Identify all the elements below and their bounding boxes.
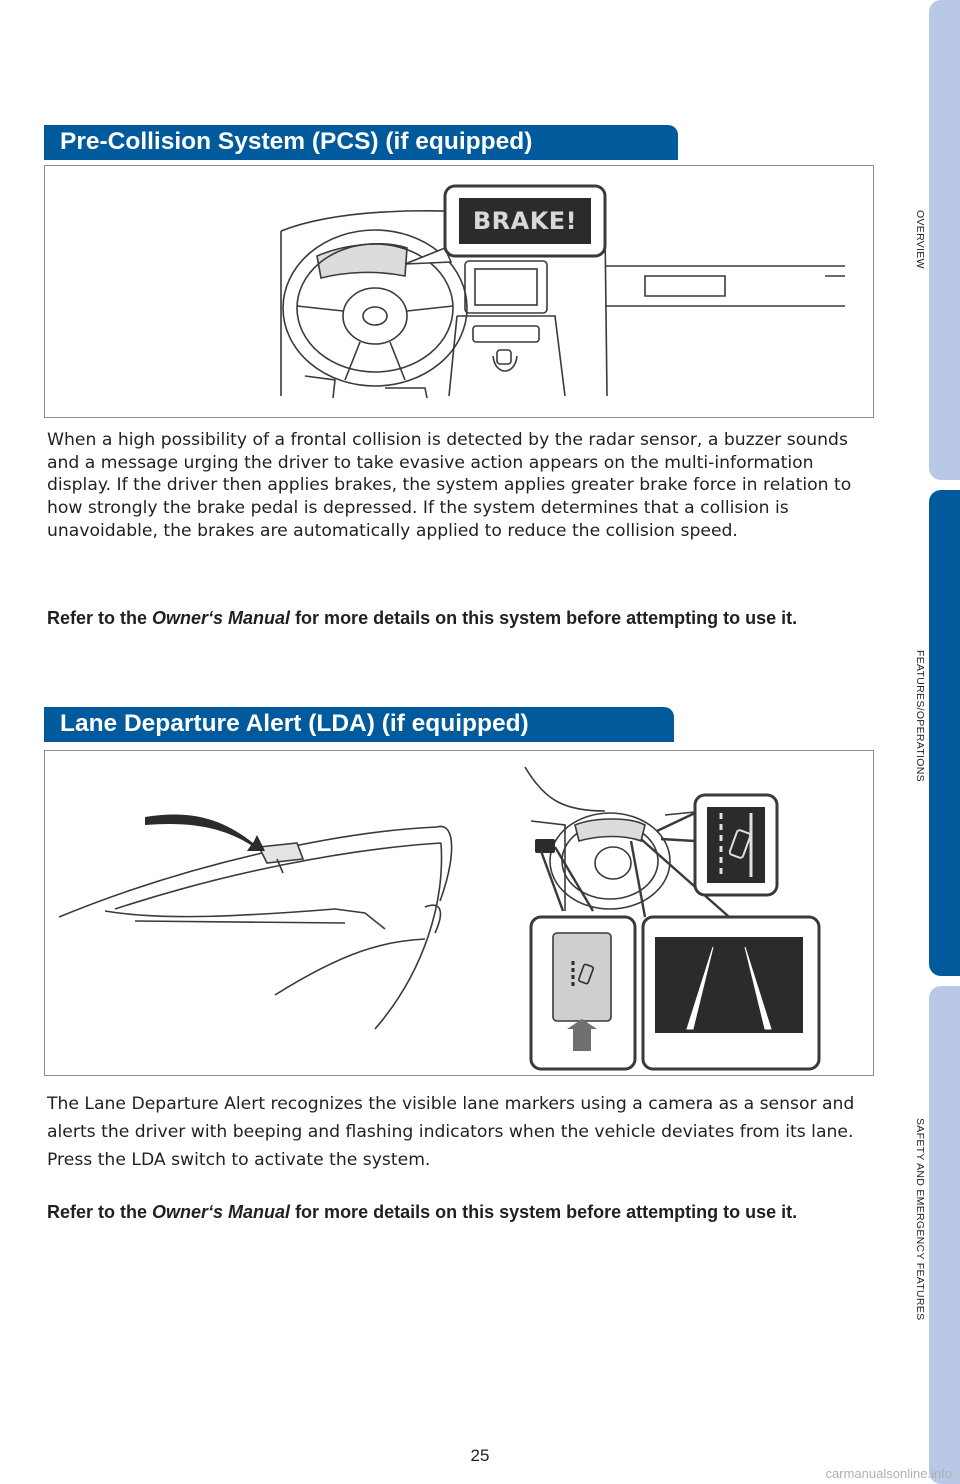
page-number: 25 [470, 1446, 490, 1465]
lda-refer-prefix: Refer to the [47, 1202, 153, 1222]
pcs-description: When a high possibility of a frontal collision is detected by the radar sensor, a buzzer sounds and a message urging the driver to take evasive action appears on the multi-information display. If the driver then applies brakes, the system applies greater brake force in relation to how strongly the brake pedal is depressed. If the system determines that a collision is unavoidable, the brakes are automatically applied to reduce the collision speed. [47, 430, 852, 541]
pcs-refer-prefix: Refer to the [47, 608, 153, 628]
pcs-refer-note [47, 608, 877, 629]
lda-illustration [44, 750, 874, 1076]
tab-safety-emergency-label: SAFETY AND EMERGENCY FEATURES [914, 1118, 926, 1321]
lda-section-header [44, 707, 674, 742]
lda-refer-suffix: for more details on this system before attempting to use it. [290, 1202, 798, 1222]
pcs-section-header [44, 125, 678, 160]
pcs-section-title: Pre-Collision System (PCS) (if equipped) [60, 128, 533, 155]
lda-refer-note [47, 1203, 877, 1222]
watermark: carmanualsonline.info [825, 1466, 952, 1481]
tab-overview-label: OVERVIEW [914, 210, 926, 269]
pcs-dashboard-illustration [44, 165, 874, 418]
tab-safety-emergency[interactable] [929, 986, 960, 1484]
pcs-refer-suffix: for more details on this system before attempting to use it. [290, 608, 798, 628]
tab-features-operations[interactable] [929, 490, 960, 976]
pcs-owners-manual-ref: Owner‘s Manual [152, 608, 291, 628]
tab-features-operations-label: FEATURES/OPERATIONS [914, 650, 926, 782]
lda-section-title: Lane Departure Alert (LDA) (if equipped) [60, 710, 529, 737]
tab-overview[interactable] [929, 0, 960, 480]
lda-description: The Lane Departure Alert recognizes the visible lane markers using a camera as a sensor and alerts the driver with beeping and flashing indicators when the vehicle deviates from its lane. Press the LDA switch to activate the system. [47, 1094, 855, 1170]
brake-message-display: BRAKE! [472, 207, 578, 235]
lda-owners-manual-ref: Owner‘s Manual [152, 1202, 291, 1222]
